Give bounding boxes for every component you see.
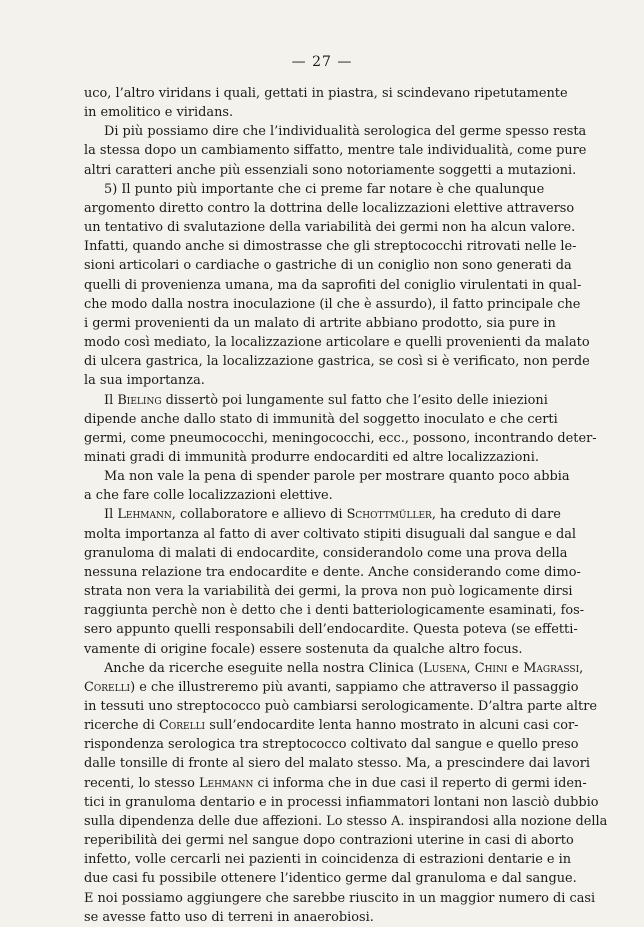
text-line bbox=[84, 582, 573, 601]
text-segment: altri caratteri anche più essenziali sono notoriamente soggetti a mutazioni. bbox=[84, 162, 577, 178]
text-line bbox=[84, 601, 585, 620]
page-number: — 27 — bbox=[291, 54, 353, 70]
text-line bbox=[84, 620, 578, 639]
text-segment: reperibilità dei germi nel sangue dopo contrazioni uterine in casi di aborto bbox=[84, 833, 574, 849]
text-line bbox=[84, 908, 534, 927]
text-line bbox=[84, 371, 534, 390]
text-line bbox=[84, 314, 556, 333]
body-text bbox=[84, 84, 608, 927]
text-line bbox=[84, 256, 572, 275]
text-segment: ricerche di bbox=[84, 718, 160, 734]
text-line bbox=[84, 735, 579, 754]
text-segment: , bbox=[579, 660, 584, 676]
text-line bbox=[84, 869, 577, 888]
text-segment: in tessuti uno streptococco può cambiarsi serologicamente. D’altra parte altre bbox=[84, 699, 598, 714]
text-line bbox=[84, 889, 596, 908]
text-segment: la stessa dopo un cambiamento siffatto, mentre tale individualità, come pure bbox=[84, 143, 587, 159]
text-line bbox=[84, 850, 572, 869]
text-segment: a che fare colle localizzazioni elettive. bbox=[84, 488, 333, 504]
author-name: Corelli bbox=[159, 718, 206, 734]
text-segment: dissertò poi lungamente sul fatto che l’esito delle iniezioni bbox=[161, 392, 548, 408]
text-segment: 5) Il punto più importante che ci preme far notare è che qualunque bbox=[104, 181, 545, 197]
text-segment: , bbox=[466, 660, 475, 676]
text-segment: dipende anche dallo stato di immunità del soggetto inoculato e che certi bbox=[84, 411, 558, 427]
text-segment: tici in granuloma dentario e in processi infiammatori lontani non lasciò dubbio bbox=[84, 794, 599, 810]
text-line bbox=[84, 754, 590, 773]
text-line bbox=[84, 448, 539, 467]
author-name: Lusena bbox=[423, 660, 467, 676]
text-segment: argomento diretto contro la dottrina delle localizzazioni elettive attraverso bbox=[84, 200, 575, 216]
author-name: Corelli bbox=[84, 679, 131, 695]
text-line bbox=[84, 103, 534, 122]
text-segment: di ulcera gastrica, la localizzazione gastrica, se così si è verificato, non perde bbox=[84, 354, 590, 370]
text-segment: dalle tonsille di fronte al siero del malato stesso. Ma, a prescindere dai lavori bbox=[84, 756, 590, 772]
text-line bbox=[84, 812, 608, 831]
text-line bbox=[84, 391, 548, 410]
text-segment: rispondenza serologica tra streptococco coltivato dal sangue e quello preso bbox=[84, 737, 579, 753]
text-segment: sero appunto quelli responsabili dell’endocardite. Questa poteva (se effetti- bbox=[84, 622, 578, 638]
text-line bbox=[84, 544, 568, 563]
text-line bbox=[84, 525, 577, 544]
text-line bbox=[84, 141, 587, 160]
text-line bbox=[84, 161, 577, 180]
text-segment: un tentativo di svalutazione della variabilità dei germi non ha alcun valore. bbox=[84, 220, 576, 236]
text-segment: granuloma di malati di endocardite, considerandolo come una prova della bbox=[84, 545, 568, 561]
text-segment: Il bbox=[104, 392, 118, 408]
author-name: Magrassi bbox=[523, 660, 580, 676]
text-line bbox=[84, 678, 579, 697]
text-segment: la sua importanza. bbox=[84, 373, 205, 389]
text-segment: strata non vera la variabilità dei germi, la prova non può logicamente dirsi bbox=[84, 584, 573, 600]
text-line bbox=[84, 793, 599, 812]
text-segment: vamente di origine focale) essere sostenuta da qualche altro focus. bbox=[84, 641, 523, 657]
text-segment: ci informa che in due casi il reperto di germi iden- bbox=[253, 775, 587, 791]
text-segment: sulla dipendenza delle due affezioni. Lo stesso A. inspirandosi alla nozione della bbox=[84, 813, 608, 829]
text-line bbox=[84, 276, 582, 295]
text-segment: raggiunta perchè non è detto che i denti batteriologicamente esaminati, fos- bbox=[84, 603, 585, 619]
text-line bbox=[84, 352, 590, 371]
text-line bbox=[84, 122, 587, 141]
text-line bbox=[84, 486, 534, 505]
text-segment: recenti, lo stesso bbox=[84, 775, 199, 791]
author-name: Lehmann bbox=[117, 507, 172, 523]
text-segment: e bbox=[507, 660, 524, 676]
text-line bbox=[84, 716, 579, 735]
text-line bbox=[84, 429, 597, 448]
text-segment: E noi possiamo aggiungere che sarebbe riuscito in un maggior numero di casi bbox=[84, 890, 596, 906]
text-line bbox=[84, 218, 576, 237]
author-name: Schottmüller bbox=[346, 507, 432, 523]
text-line bbox=[84, 237, 577, 256]
text-segment: , ha creduto di dare bbox=[431, 507, 561, 523]
text-segment: nessuna relazione tra endocardite e dente. Anche considerando come dimo- bbox=[84, 564, 581, 580]
text-segment: due casi fu possibile ottenere l’identico germe dal granuloma e dal sangue. bbox=[84, 871, 577, 887]
text-line bbox=[84, 333, 590, 352]
text-segment: germi, come pneumococchi, meningococchi, ecc., possono, incontrando deter- bbox=[84, 430, 597, 446]
text-line bbox=[84, 640, 534, 659]
text-line bbox=[84, 199, 575, 218]
author-name: Lehmann bbox=[198, 775, 254, 791]
text-segment: Infatti, quando anche si dimostrasse che gli streptococchi ritrovati nelle le- bbox=[84, 239, 577, 255]
text-line bbox=[84, 563, 581, 582]
text-line bbox=[84, 659, 584, 678]
text-line bbox=[84, 84, 568, 103]
text-segment: Il bbox=[104, 507, 118, 523]
text-segment: che modo dalla nostra inoculazione (il che è assurdo), il fatto principale che bbox=[84, 296, 581, 312]
text-segment: quelli di provenienza umana, ma da saprofiti del coniglio virulentati in qual- bbox=[84, 277, 582, 293]
text-segment: in emolitico e viridans. bbox=[84, 105, 234, 121]
text-segment: sioni articolari o cardiache o gastriche di un coniglio non sono generati da bbox=[84, 258, 572, 274]
text-segment: Di più possiamo dire che l’individualità serologica del germe spesso resta bbox=[104, 124, 587, 140]
text-segment: modo così mediato, la localizzazione articolare e quelli provenienti da malato bbox=[84, 335, 590, 351]
text-segment: ) e che illustreremo più avanti, sappiamo che attraverso il passaggio bbox=[130, 679, 579, 695]
author-name: Bieling bbox=[117, 392, 162, 408]
text-segment: Ma non vale la pena di spender parole per mostrare quanto poco abbia bbox=[104, 469, 570, 485]
text-segment: molta importanza al fatto di aver coltivato stipiti disuguali dal sangue e dal bbox=[84, 526, 577, 542]
text-segment: minati gradi di immunità produrre endocarditi ed altre localizzazioni. bbox=[84, 449, 539, 465]
text-line bbox=[84, 410, 558, 429]
text-line bbox=[84, 774, 587, 793]
text-segment: uco, l’altro viridans i quali, gettati in piastra, si scindevano ripetutamente bbox=[84, 86, 568, 101]
text-segment: i germi provenienti da un malato di artrite abbiano prodotto, sia pure in bbox=[84, 315, 556, 331]
text-segment: , collaboratore e allievo di bbox=[171, 507, 347, 523]
text-segment: sull’endocardite lenta hanno mostrato in alcuni casi cor- bbox=[205, 718, 579, 734]
text-line bbox=[84, 505, 561, 524]
author-name: Chini bbox=[474, 660, 508, 676]
text-line bbox=[84, 295, 581, 314]
text-line bbox=[84, 697, 598, 716]
text-line bbox=[84, 831, 574, 850]
text-line bbox=[84, 467, 570, 486]
text-segment: se avesse fatto uso di terreni in anaerobiosi. bbox=[84, 909, 374, 925]
text-segment: Anche da ricerche eseguite nella nostra Clinica ( bbox=[104, 660, 424, 676]
text-segment: infetto, volle cercarli nei pazienti in coincidenza di estrazioni dentarie e in bbox=[84, 852, 572, 868]
text-line bbox=[84, 180, 545, 199]
